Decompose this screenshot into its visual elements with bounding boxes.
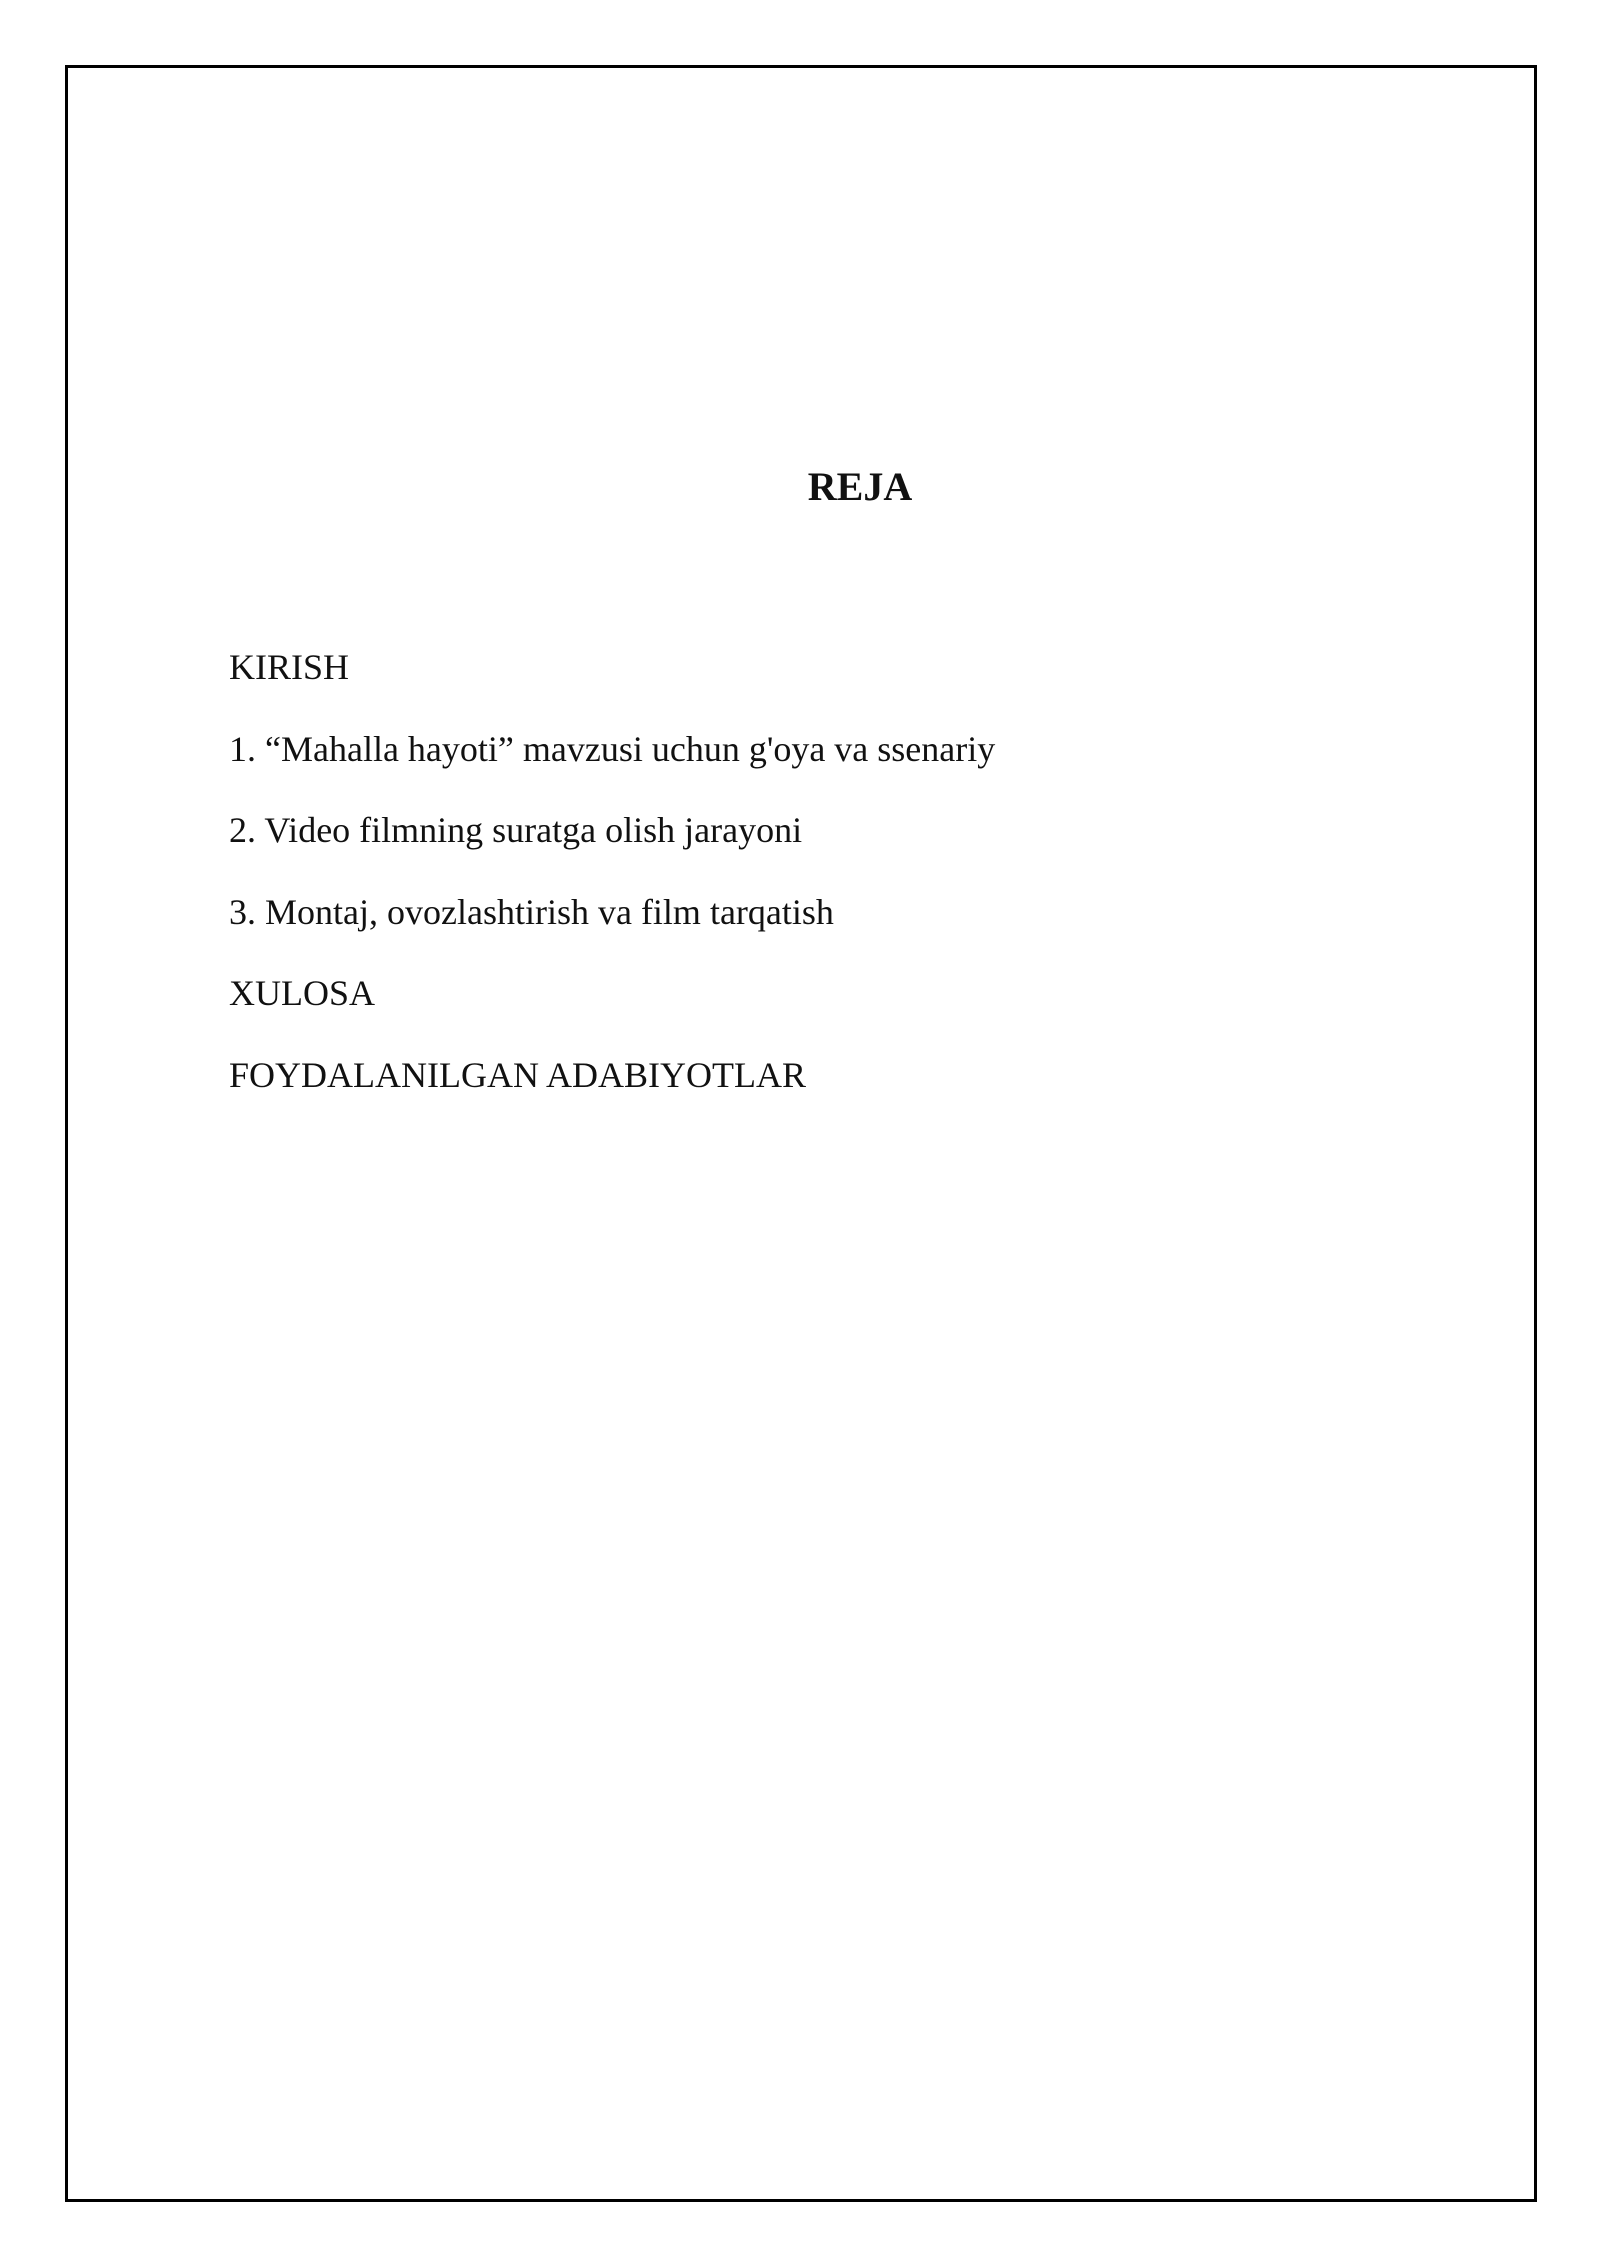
plan-item-3: 3. Montaj, ovozlashtirish va film tarqatish (229, 891, 834, 932)
page-title: REJA (807, 464, 913, 509)
plan-item-intro: KIRISH (229, 647, 350, 687)
page-border (65, 65, 1537, 2202)
plan-item-1: 1. “Mahalla hayoti” mavzusi uchun g'oya va ssenariy (229, 728, 996, 769)
plan-item-2: 2. Video filmning suratga olish jarayoni (229, 810, 803, 850)
plan-list (229, 642, 995, 1131)
plan-item-references: FOYDALANILGAN ADABIYOTLAR (229, 1054, 806, 1095)
plan-item-conclusion: XULOSA (229, 973, 376, 1013)
